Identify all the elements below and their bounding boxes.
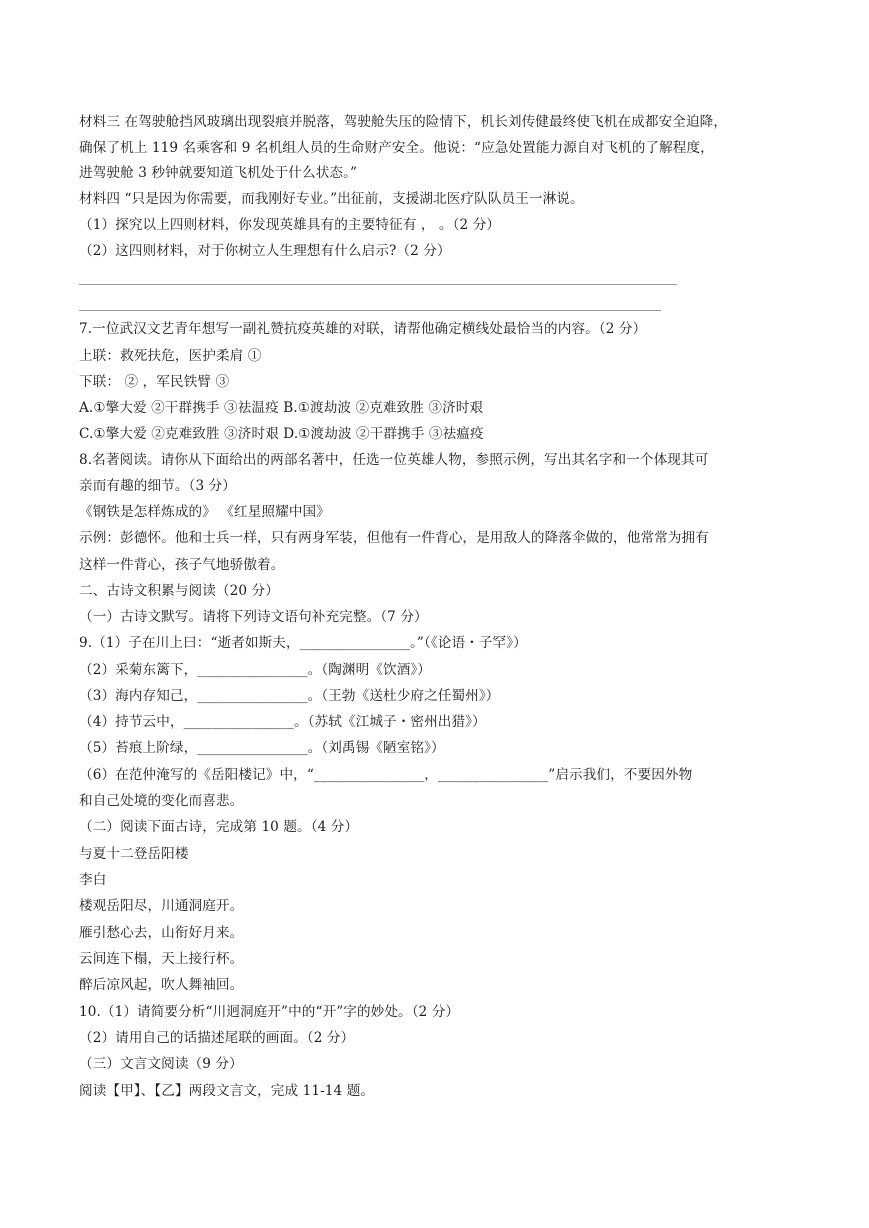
question-9: 9.（1）子在川上曰：“逝者如斯夫，________________。”（《论语・子罕》） (79, 635, 527, 651)
text-line: 确保了机上 119 名乘客和 9 名机组人员的生命财产安全。他说：“应急处置能力源自对飞机的了解程度， (79, 140, 714, 156)
text-line: 材料四 “只是因为你需要，而我刚好专业。”出征前，支援湖北医疗队队员王一淋说。 (79, 191, 584, 207)
couplet-upper: 上联：救死扶危，医护柔肩 ① (79, 348, 262, 364)
text-line: 材料三 在驾驶舱挡风玻璃出现裂痕并脱落，驾驶舱失压的险情下，机长刘传健最终使飞机在成都安全迫降， (79, 114, 728, 130)
text-line: （2）请用自己的话描述尾联的画面。（2 分） (79, 1030, 355, 1046)
text-line: 进驾驶舱 3 秒钟就要知道飞机处于什么状态。” (79, 165, 358, 181)
fill-blank-item: （5）苔痕上阶绿，________________。（刘禹锡《陋室铭》） (79, 740, 445, 756)
poem-line: 云间连下榻，天上接行杯。 (79, 951, 244, 967)
answer-line (79, 310, 661, 311)
poem-line: 醉后凉风起，吹人舞袖回。 (79, 977, 244, 993)
couplet-lower: 下联： ② ，军民铁臂 ③ (79, 374, 230, 390)
option-line: A.①擎大爱 ②干群携手 ③祛温疫 B.①渡劫波 ②克难致胜 ③济时艰 (79, 400, 484, 416)
poem-line: 楼观岳阳尽，川通洞庭开。 (79, 898, 244, 914)
fill-blank-item: （6）在范仲淹写的《岳阳楼记》中，“________________，________________”启示我们，不要因外物 (79, 767, 693, 783)
book-titles: 《钢铁是怎样炼成的》 《红星照耀中国》 (79, 504, 330, 520)
poem-author: 李白 (79, 872, 107, 888)
answer-line (79, 284, 677, 285)
text-line: 亲而有趣的细节。（3 分） (79, 478, 237, 494)
text-line: （2）这四则材料，对于你树立人生理想有什么启示?（2 分） (79, 243, 451, 259)
question-8: 8.名著阅读。请你从下面给出的两部名著中，任选一位英雄人物，参照示例，写出其名字和一个体现其可 (79, 452, 709, 468)
text-line: 和自己处境的变化而喜悲。 (79, 793, 244, 809)
poem-title: 与夏十二登岳阳楼 (79, 846, 189, 862)
example-text: 示例：彭德怀。他和士兵一样，只有两身军装，但他有一件背心，是用敌人的降落伞做的，他常常为拥有 (79, 530, 709, 546)
option-line: C.①擎大爱 ②克难致胜 ③济时艰 D.①渡劫波 ②干群携手 ③祛瘟疫 (79, 426, 484, 442)
subsection-heading: （三）文言文阅读（9 分） (79, 1056, 243, 1072)
question-7: 7.一位武汉文艺青年想写一副礼赞抗疫英雄的对联，请帮他确定横线处最恰当的内容。（2 分） (79, 321, 647, 337)
subsection-heading: （一）古诗文默写。请将下列诗文语句补充完整。（7 分） (79, 609, 428, 625)
text-line: （1）探究以上四则材料，你发现英雄具有的主要特征有 ， 。（2 分） (79, 217, 501, 233)
subsection-heading: （二）阅读下面古诗，完成第 10 题。（4 分） (79, 819, 359, 835)
section-heading: 二、古诗文积累与阅读（20 分） (79, 583, 279, 599)
question-10: 10.（1）请简要分析“川迥洞庭开”中的“开”字的妙处。（2 分） (79, 1004, 460, 1020)
fill-blank-item: （2）采菊东篱下，________________。（陶渊明《饮酒》） (79, 662, 431, 678)
fill-blank-item: （3）海内存知己，________________。（王勃《送杜少府之任蜀州》） (79, 688, 500, 704)
text-line: 阅读【甲】、【乙】两段文言文，完成 11-14 题。 (79, 1083, 375, 1099)
text-line: 这样一件背心，孩子气地骄傲着。 (79, 557, 285, 573)
fill-blank-item: （4）持节云中，________________。（苏轼《江城子・密州出猎》） (79, 714, 486, 730)
poem-line: 雁引愁心去，山衔好月来。 (79, 925, 244, 941)
